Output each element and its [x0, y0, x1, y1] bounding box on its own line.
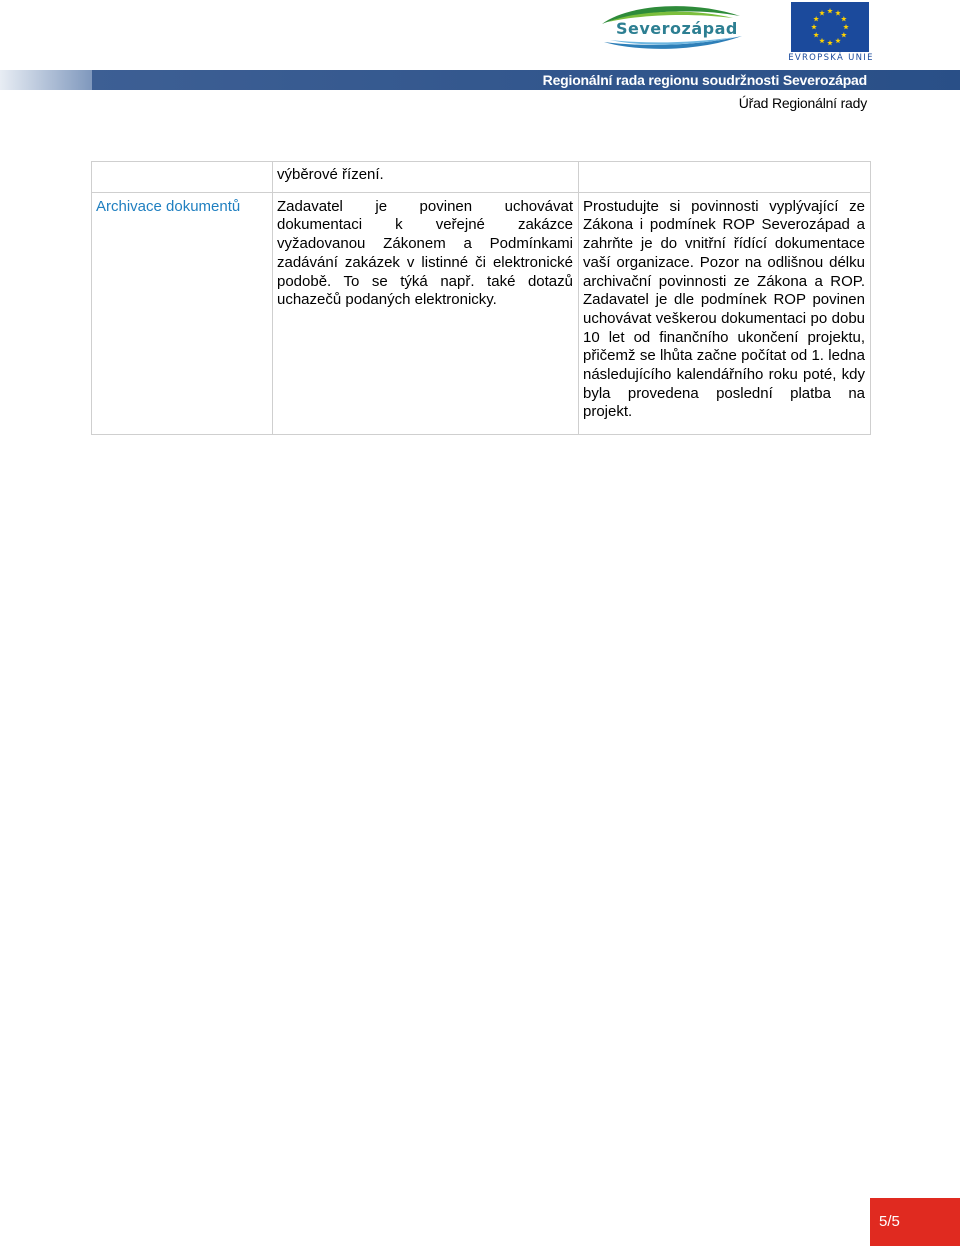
eu-star-icon: [819, 38, 825, 43]
eu-star-icon: [843, 24, 849, 29]
procurement-table: [91, 161, 871, 435]
table-cell-label: [92, 162, 273, 193]
eu-star-icon: [827, 8, 833, 13]
eu-star-icon: [841, 32, 847, 37]
table-cell-recommendation: [579, 162, 871, 193]
page-number-box: [870, 1198, 960, 1246]
header-title: Regionální rada regionu soudržnosti Severozápad: [542, 72, 867, 88]
header-subtitle: Úřad Regionální rady: [738, 95, 867, 111]
severozapad-logo-text: Severozápad: [616, 19, 738, 38]
table-cell-recommendation: Prostudujte si povinnosti vyplývající ze Zákona i podmínek ROP Severozápad a zahrňte je do vnitřní řídící dokumentace vaší organizace. Pozor na odlišnou délku archivační povinnosti ze Zákona a ROP. Zadavatel je dle podmínek ROP povinen uchovávat veškerou dokumentaci po dobu 10 let od finančního ukončení projektu, přičemž se lhůta začne počítat od 1. ledna následujícího kalendářního roku poté, kdy byla provedena poslední platba na projekt.: [579, 192, 871, 434]
severozapad-logo: [598, 2, 748, 56]
eu-star-icon: [811, 24, 817, 29]
eu-star-icon: [813, 16, 819, 21]
eu-star-icon: [819, 10, 825, 15]
eu-star-icon: [835, 10, 841, 15]
table-cell-label: Archivace dokumentů: [92, 192, 273, 434]
eu-stars-icon: [791, 2, 869, 52]
eu-label: EVROPSKÁ UNIE: [788, 53, 874, 63]
table-cell-description: Zadavatel je povinen uchovávat dokumentaci k veřejné zakázce vyžadovanou Zákonem a Podmínkami zadávání zakázek v listinné či elektronické podobě. To se týká např. také dotazů uchazečů podaných elektronicky.: [273, 192, 579, 434]
table-cell-description: výběrové řízení.: [273, 162, 579, 193]
eu-star-icon: [841, 16, 847, 21]
page-number: 5/5: [879, 1213, 900, 1230]
header-bar-accent: [0, 70, 92, 90]
eu-star-icon: [835, 38, 841, 43]
eu-star-icon: [813, 32, 819, 37]
eu-star-icon: [827, 40, 833, 45]
eu-flag-icon: [791, 2, 869, 52]
table-row: [92, 162, 871, 193]
table-row: [92, 192, 871, 434]
